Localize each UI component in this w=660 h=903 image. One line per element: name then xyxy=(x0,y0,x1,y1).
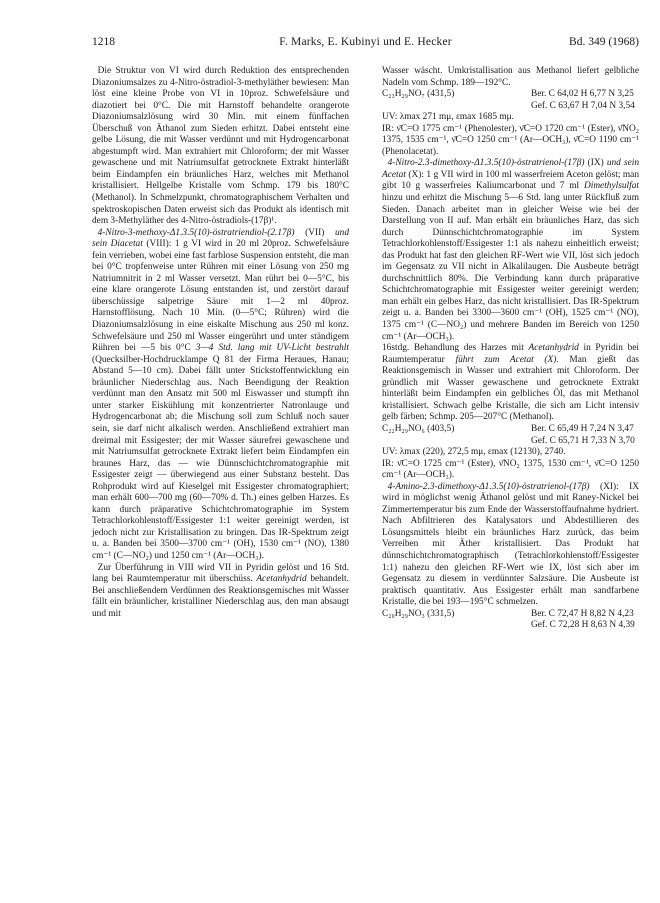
paragraph-structure-proof: Die Struktur von VI wird durch Reduktion des entsprechenden Diazoniumsalzes zu 4-Nitro-östradiol-3-methyläther bewiesen: Man löst eine kleine Probe von VI in 10proz. Schwefelsäure und diazotiert bei 0°C. Die mit Harnstoff behandelte orangerote Diazoniumsalzlösung wird 30 Min. mit einem fünffachen Überschuß von Äthanol zum Sieden erhitzt. Dabei entsteht eine gelbe Lösung, die mit Wasser verdünnt und mit Hydrogencarbonat abgestumpft wird. Man extrahiert mit Chloroform; der mit Wasser gewaschene und mit Natriumsulfat getrocknete Extrakt hinterläßt beim Eindampfen ein bräunliches Harz, welches mit Methanol kristallisiert. Hellgelbe Kristalle vom Schmp. 179 bis 180°C (Methanol). In Schmelzpunkt, chromatographischem Verhalten und spektroskopischen Daten erweist sich das Produkt als identisch mit dem 3-Methyläther des 4-Nitro-östradiols-(17β)¹. xyxy=(92,66,349,227)
molecular-formula: C₂₀H₂₉NO₃ (331,5) xyxy=(382,608,455,619)
analysis-calculated: Ber. C 64,02 H 6,77 N 3,25 xyxy=(531,89,634,100)
analysis-block-3 xyxy=(382,609,639,621)
uv-data-1: UV: λmax 271 mμ, εmax 1685 mμ. xyxy=(382,112,514,123)
compound-heading-sub: und sein Diacetat xyxy=(92,227,349,250)
paragraph-compound-vii: 4-Nitro-3-methoxy-Δ1.3.5(10)-östratriendiol-(2.17β) (VII) und sein Diacetat (VIII): 1 g VI wird in 20 ml 20proz. Schwefelsäure fein verrieben, wobei eine fast farblose Suspension entsteht, die man bei 0°C tropfenweise unter Rühren mit einer Lösung von 250 mg Natriumnitrit in 2 ml Wasser versetzt. Man rührt bei 0—5°C, bis eine klare orangerote Lösung entstanden ist, und zerstört darauf überschüssige salpetrige Säure mit 1—2 ml 40proz. Harnstofflösung. Nach 10 Min. (0—5°C; Rühren) wird die Diazoniumsalzlösung in eine eiskalte Mischung aus 250 ml konz. Schwefelsäure und 250 ml Wasser eingerührt und unter ständigem Rühren bei —5 bis 0°C 3—4 Std. lang mit UV-Licht bestrahlt (Quecksilber-Hochdrucklampe Q 81 der Firma Heraues, Hanau; Abstand 5—10 cm). Dabei fällt unter Stickstoffentwicklung ein bräunlicher Niederschlag aus. Nach Beendigung der Reaktion verdünnt man den Ansatz mit 500 ml Eiswasser und stumpft ihn unter starker Eiskühlung mit konzentrierter Natronlauge und Hydrogencarbonat ab; die Mischung soll zum Schluß noch sauer sein, sie darf nicht alkalisch werden. Anschließend extrahiert man dreimal mit Essigester; der mit Wasser säurefrei gewaschene und mit Natriumsulfat getrocknete Extrakt liefert beim Eindampfen ein braunes Harz, das — wie Dünnschichtchromatographie mit Essigester zeigt — überwiegend aus einer Substanz besteht. Das Rohprodukt wird auf Kieselgel mit Essigester chromatographiert; man erhält 600—700 mg (60—70% d. Th.) eines gelben Harzes. Es kann durch präparative Schichtchromatographie im System Tetrachlorkohlenstoff/Essigester 1:1 weiter gereinigt werden, ist jedoch nicht zur Kristallisation zu bringen. Das IR-Spektrum zeigt u. a. Banden bei 3500—3700 cm⁻¹ (OH), 1530 cm⁻¹ (NO), 1380 cm⁻¹ (C—NO₂) und 1250 cm⁻¹ (Ar—OCH₃). xyxy=(92,227,350,561)
compound-heading: 4-Nitro-3-methoxy-Δ1.3.5(10)-östratriendiol-(2.17β) xyxy=(97,227,295,238)
analysis-calculated: Ber. C 65,49 H 7,24 N 3,47 xyxy=(531,423,634,434)
uv-data-2: UV: λmax (220), 272,5 mμ, εmax (12130), 2740. xyxy=(382,447,566,458)
analysis-found: Gef. C 65,71 H 7,33 N 3,70 xyxy=(531,435,635,446)
molecular-formula: C₂₃H₂₉NO₇ (431,5) xyxy=(382,89,455,100)
paragraph-compound-ix: 4-Nitro-2.3-dimethoxy-Δ1.3.5(10)-östratrienol-(17β) (IX) und sein Acetat (X): 1 g VII wird in 100 ml wasserfreiem Aceton gelöst; man gibt 10 g wasserfreies Kaliumcarbonat und 7 ml Dimethylsulfat hinzu und erhitzt die Mischung 5—6 Std. lang unter Rückfluß zum Sieden. Danach arbeitet man in gleicher Weise wie bei der Darstellung von II auf. Man erhält ein bräunliches Harz, das sich durch Dünnschichtchromatographie im System Tetrachlorkohlenstoff/Essigester 1:1 als nahezu einheitlich erweist; das Produkt hat fast den gleichen RF-Wert wie VII, löst sich jedoch im Gegensatz zu VII nicht in Alkalilaugen. Die Ausbeute beträgt durchschnittlich 80%. Die Verbindung kann durch präparative Schichtchromatographie mit Essigester weiter gereinigt werden; man erhält ein gelbes Harz, das nicht kristallisiert. Das IR-Spektrum zeigt u. a. Banden bei 3300—3600 cm⁻¹ (OH), 1525 cm⁻¹ (NO), 1375 cm⁻¹ (C—NO₂) und mehrere Banden im Bereich von 1250 cm⁻¹ (Ar—OCH₃). xyxy=(382,158,639,342)
left-column xyxy=(92,66,349,620)
running-header xyxy=(92,36,639,52)
analysis-found-row-1 xyxy=(382,101,639,113)
paragraph-compound-xi: 4-Amino-2.3-dimethoxy-Δ1.3.5(10)-östratrienol-(17β) (XI): IX wird in möglichst wenig Äthanol gelöst und mit Raney-Nickel bei Zimmertemperatur bis zum Ende der Wasserstoffaufnahme hydriert. Nach Abfiltrieren des Katalysators und Abdestillieren des Lösungsmittels bleibt ein bräunliches Harz zurück, das beim Verreiben mit Äther kristallisiert. Das Produkt hat dünnschichtchromatographisch (Tetrachlorkohlenstoff/Essigester 1:1) nahezu den gleichen RF-Wert wie IX, löst sich aber im Gegensatz zu diesem in verdünnter Salzsäure. Die Ausbeute ist praktisch quantitativ. Aus Essigester erhält man sandfarbene Kristalle, die bei 193—195°C schmelzen. xyxy=(382,481,639,608)
analysis-calculated: Ber. C 72,47 H 8,82 N 4,23 xyxy=(531,608,634,619)
analysis-found-row-3 xyxy=(382,620,639,632)
ir-data-2: IR: ν̄C=O 1725 cm⁻¹ (Ester), ν̄NO₂ 1375, 1530 cm⁻¹, ν̄C=O 1250 cm⁻¹ (Ar—OCH₃). xyxy=(382,458,639,481)
emphasis-reagent: Acetanhydrid xyxy=(528,343,579,354)
paragraph-conversion-viii: Zur Überführung in VIII wird VII in Pyridin gelöst und 16 Std. lang bei Raumtemperatur mit überschüss. Acetanhydrid behandelt. Bei anschließendem Verdünnen des Reaktionsgemisches mit Wasser fällt ein bräunlicher, kristalliner Niederschlag aus, den man absaugt und mit xyxy=(92,562,349,619)
page-number: 1218 xyxy=(92,36,115,48)
emphasis-reagent: Acetanhydrid xyxy=(256,574,307,585)
paragraph-acetate-x: 16stdg. Behandlung des Harzes mit Acetanhydrid in Pyridin bei Raumtemperatur führt zum Acetat (X). Man gießt das Reaktionsgemisch in Wasser und extrahiert mit Chloroform. Der gründlich mit Wasser gewaschene und getrocknete Extrakt hinterläßt beim Eindampfen ein gelbliches Öl, das mit Methanol kristallisiert. Schwach gelbe Kristalle, die sich am Licht intensiv gelb färben; Schmp. 205—207°C (Methanol). xyxy=(382,343,640,423)
analysis-block-2 xyxy=(382,424,639,436)
analysis-found: Gef. C 72,28 H 8,63 N 4,39 xyxy=(531,620,635,631)
analysis-found: Gef. C 63,67 H 7,04 N 3,54 xyxy=(531,100,635,111)
molecular-formula: C₂₂H₂₉NO₆ (403,5) xyxy=(382,423,455,434)
compound-heading-sub: und sein Acetat xyxy=(382,158,639,180)
compound-heading: 4-Nitro-2.3-dimethoxy-Δ1.3.5(10)-östratrienol-(17β) xyxy=(387,158,585,169)
right-column xyxy=(382,66,639,632)
running-authors: F. Marks, E. Kubinyi und E. Hecker xyxy=(279,36,452,48)
analysis-block-1 xyxy=(382,89,639,101)
analysis-found-row-2 xyxy=(382,436,639,448)
compound-heading: 4-Amino-2.3-dimethoxy-Δ1.3.5(10)-östratrienol-(17β) xyxy=(387,481,590,492)
emphasis-uv: 3—4 Std. lang mit UV-Licht bestrahlt xyxy=(195,343,349,354)
emphasis-product: führt zum Acetat (X). xyxy=(455,354,559,365)
ir-data-1: IR: ν̄C=O 1775 cm⁻¹ (Phenolester), ν̄C=O 1720 cm⁻¹ (Ester), ν̄NO₂ 1375, 1535 cm⁻¹, ν̄C=O 1250 cm⁻¹ (Ar—OCH₃), ν̄C=O 1190 cm⁻¹ (Phenolacetat). xyxy=(382,123,639,157)
emphasis-reagent: Dimethylsulfat xyxy=(583,181,639,192)
volume-info: Bd. 349 (1968) xyxy=(569,36,639,48)
paragraph-continuation: Wasser wäscht. Umkristallisation aus Methanol liefert gelbliche Nadeln vom Schmp. 189—192°C. xyxy=(382,66,639,88)
